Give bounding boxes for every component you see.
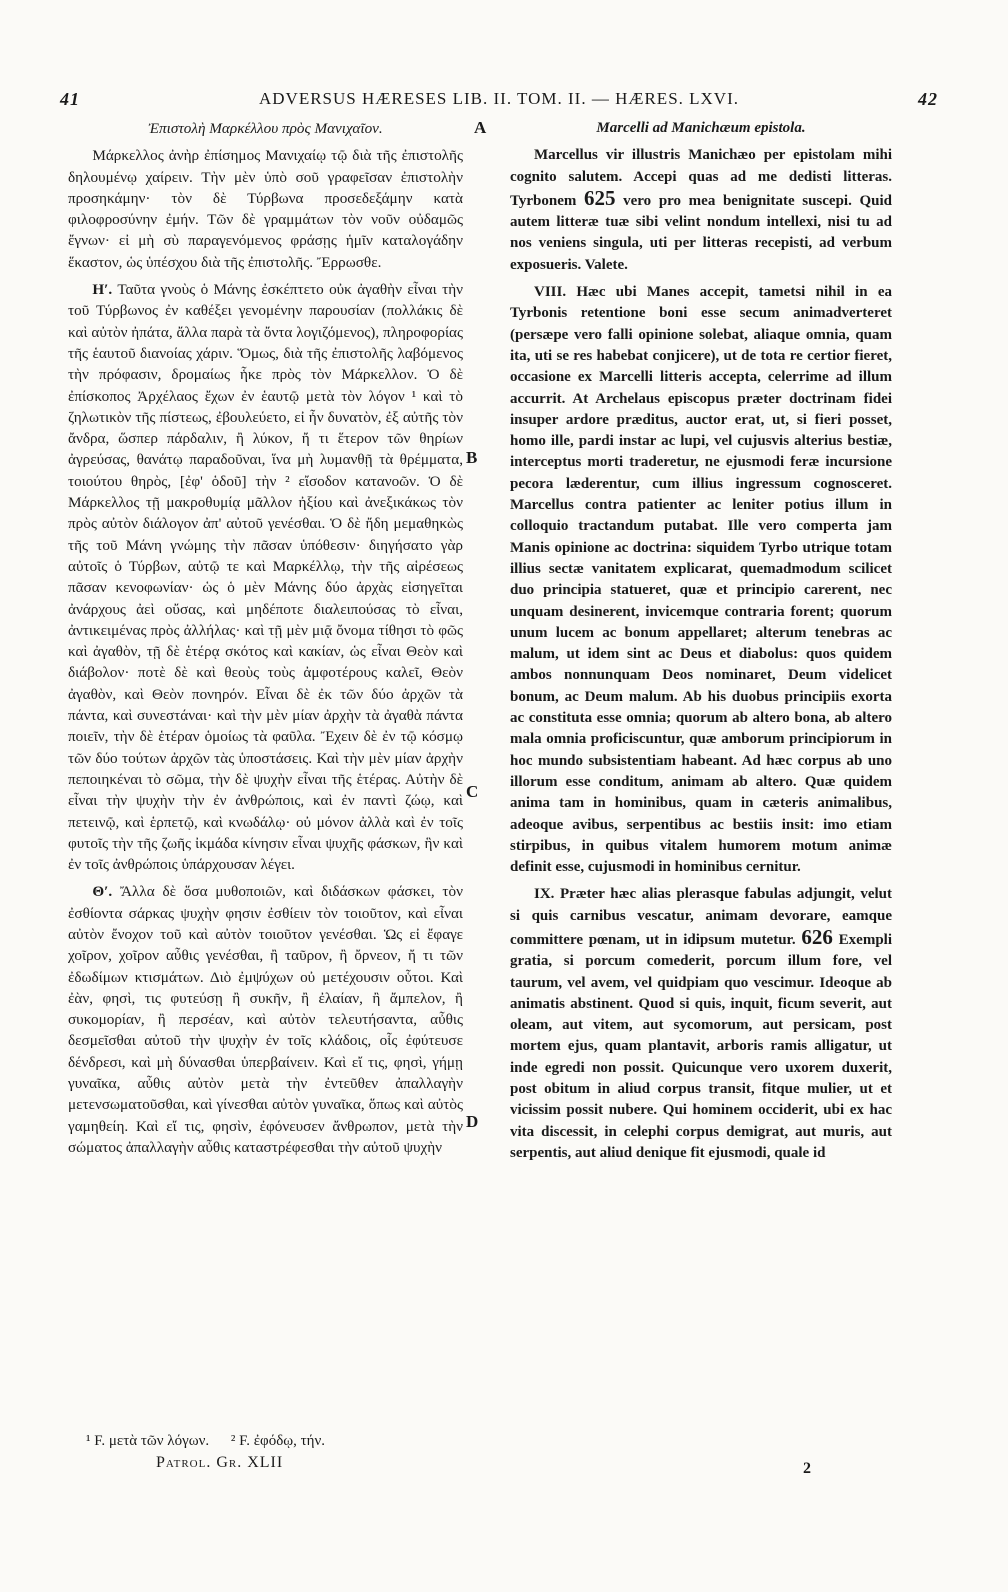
footnote-2: ² F. ἐφόδῳ, τήν. (230, 1433, 326, 1449)
running-header (60, 86, 938, 112)
greek-section-8 (68, 279, 463, 875)
latin-letter-body (510, 145, 892, 276)
latin-letter-title: Marcelli ad Manichæum epistola. (596, 120, 806, 136)
section-number: Η′. (92, 281, 113, 299)
signature-mark: 2 (803, 1460, 811, 1477)
gutter-letter-d: D (466, 1112, 479, 1131)
latin-column (510, 118, 892, 1170)
footnote-1: ¹ F. μετὰ τῶν λόγων. (86, 1433, 210, 1449)
section-text: Ταῦτα γνοὺς ὁ Μάνης ἐσκέπτετο οὐκ ἀγαθὴν εἶναι τὴν τοῦ Τύρβωνος ἐν καθέξει γενομένην παρουσίαν (πολλάκις δὲ καὶ αὐτὸν ἠπάτα, ἄλλα παρὰ τὰ ὄντα λογιζόμενος), πληροφορίας τῆς ἑαυτοῦ διανοίας χάριν. Ὅμως, διὰ τῆς ἐπιστολῆς λαβόμενος τὴν πρόφασιν, δρομαίως ἧκε πρὸς τὸν Μάρκελλον. Ὁ δὲ ἐπίσκοπος Ἀρχέλαος ἔχων ἐν ἑαυτῷ μετὰ τὸν λόγον ¹ καὶ τὸ ζηλωτικὸν τῆς πίστεως, ἐβουλεύετο, εἰ ἦν δυνατὸν, ἐξ αὐτῆς τὸν ἄνδρα, ὥσπερ πάρδαλιν, ἢ λύκον, ἤ τι ἕτερον τῶν θηρίων ἀγρεύσας, θανάτῳ παραδοῦναι, ἵνα μὴ λυμανθῇ τὰ θρέμματα, τοιούτου θηρὸς, [ἐφ' ὁδοῦ] τὴν ² εἴσοδον κατανοῶν. Ὁ δὲ Μάρκελλος τῇ μακροθυμίᾳ μᾶλλον ἠξίου καὶ ἀνεξικάκως τὸν πρὸς αὐτὸν διάλογον ἀπ' αὐτοῦ γενέσθαι. Ὁ δὲ ἤδη μεμαθηκὼς τῆς τοῦ Μάνη γνώμης τὴν πᾶσαν ὑπόθεσιν· διηγήσατο γὰρ αὐτοῖς ὁ Τύρβων, αὐτῷ τε καὶ Μαρκέλλῳ, τὴν τῆς αἱρέσεως πᾶσαν κενοφωνίαν· ὡς ὁ μὲν Μάνης δύο ἀρχὰς εἰσηγεῖται ἀνάρχους ἀεὶ οὔσας, καὶ μηδέποτε διαλειπούσας τὸ εἶναι, ἀντικειμένας πρὸς ἀλλήλας· καὶ τῇ μὲν μιᾷ ὄνομα τίθησι τὸ φῶς καὶ ἀγαθὸν, τῇ δὲ ἑτέρᾳ σκότος καὶ κακίαν, ὡς εἶναι Θεὸν καὶ διάβολον· ποτὲ δὲ καὶ θεοὺς τοὺς ἀμφοτέρους καλεῖ, Θεὸν ἀγαθὸν, καὶ Θεὸν πονηρόν. Εἶναι δὲ ἐκ τῶν δύο ἀρχῶν τὰ πάντα, καὶ συνεστάναι· καὶ τὴν μὲν μίαν ἀρχὴν τὰ ἀγαθὰ πάντα ποιεῖν, τὴν δὲ ἑτέραν ὁμοίως τὰ φαῦλα. Ἔχειν δὲ ἐν τῷ κόσμῳ τῶν δύο τούτων ἀρχῶν τὰς ὑποστάσεις. Καὶ τὴν μὲν μίαν ἀρχὴν πεποιηκέναι τὸ σῶμα, τὴν δὲ ψυχὴν εἶναι τῆς ἑτέρας. Αὐτὴν δὲ εἶναι τὴν ψυχὴν τὴν ἐν ἀνθρώποις, καὶ ἐν παντὶ ζώῳ, καὶ πετεινῷ, καὶ ἑρπετῷ, καὶ κνωδάλῳ· οὐ μόνον ἀλλὰ καὶ ἐν τοῖς φυτοῖς τὴν τῆς ζωῆς ἰκμάδα κίνησιν εἶναι ψυχῆς φάσκων, ἣν καὶ ἐν τοῖς ἀνθρώποις ὑπάρχουσαν λέγει. (68, 281, 463, 874)
right-page-number: 42 (917, 88, 938, 109)
footnote-row (86, 1430, 466, 1452)
margin-number-626: 626 (801, 924, 833, 949)
section-text: Præter hæc alias plerasque fabulas adjungit, velut si quis carnibus vescatur, animam devorare, eamque committere pœnam, ut in idipsum mutetur. (510, 886, 892, 948)
latin-section-8 (510, 282, 892, 878)
left-page-number: 41 (60, 88, 80, 109)
section-number: VIII. (534, 284, 567, 301)
latin-letter-text-cont: vero pro mea benignitate suscepi. Quid autem litteræ tuæ sibi velint nondum intellexi, nisi tu ad nos veniens singula, uti per litteras recepisti, ad verbum exposueris. Valete. (510, 192, 892, 273)
section-text-cont: Exempli gratia, si porcum comederit, porcum illum fore, vel taurum, vel avem, vel quidpiam quo vescimur. Ideoque ab animatis abstinent. Quod si quis, inquit, ficum severit, aut oleam, aut vitem, aut sycomorum, aut persicam, post mortem ejus, quam plantavit, arboris ramis alligatur, ut inde egredi non possit. Quicunque vero uxorem duxerit, post obitum in aliud corpus transit, fitque mulier, ut et vicissim possit nubere. Qui hominem occiderit, ubi ex hac vita discessit, in celephi corpus demigrat, aut muris, aut serpentis, aut aliud denique fit ejusmodi, quale id (510, 931, 892, 1161)
margin-number-625: 625 (584, 185, 616, 210)
latin-letter-text: Marcellus vir illustris Manichæo per epistolam mihi cognito salutem. Accepi quas ad me dedisti litteras. Tyrbonem (510, 147, 892, 209)
latin-section-9 (510, 884, 892, 1164)
gutter-letter-a: A (474, 118, 487, 137)
greek-letter-body: Μάρκελλος ἀνὴρ ἐπίσημος Μανιχαίῳ τῷ διὰ τῆς ἐπιστολῆς δηλουμένῳ χαίρειν. Τὴν μὲν ὑπὸ σοῦ γραφεῖσαν ἐπιστολὴν προσηκάμην· τὸν δὲ Τύρβωνα προσεδεξάμην κατὰ φιλοφροσύνην ἐμήν. Τῶν δὲ γραμμάτων τὸν νοῦν οὐδαμῶς ἔγνων· εἰ μὴ σὺ παραγενόμενος φράσῃς ἡμῖν καταλογάδην ἕκαστον, ὡς ὑπέσχου διὰ τῆς ἐπιστολῆς. Ἔρρωσθε. (68, 147, 463, 271)
gutter-letter-b: B (466, 448, 478, 467)
source-line: Patrol. Gr. XLII (156, 1454, 284, 1471)
greek-letter-title: Ἐπιστολὴ Μαρκέλλου πρὸς Μανιχαῖον. (148, 120, 383, 137)
section-text: Hæc ubi Manes accepit, tametsi nihil in ea Tyrbonis retentione boni esse secum animadverteret (persæpe vero falli opinione solebat, aliaque omnia, quam ita, uti se res habebat conjicere), ut de tota re certior fieret, occasione ex Marcelli litteris accepta, celerrime ad illum accurrit. At Archelaus episcopus præter doctrinam fidei insuper ardore præditus, auctor erat, ut, si fieri posset, homo ille, pardi instar ac lupi, vel cujusvis alterius bestiæ, interceptus morti traderetur, ne ejusmodi feræ incursione pecora læderentur, cum illius ingressum cognosceret. Marcellus contra patienter ac leniter potius illum in colloquio tractandum putabat. Ille vero comperta jam Manis opinione ac doctrina: siquidem Tyrbo utrique totam illius sectæ vanitatem explicarat, quemadmodum scilicet duo principia statueret, quæ et principio carerent, nec unquam desinerent, invicemque contraria forent; quorum unum lucem ac bonum appellaret; alterum tenebras ac malum, ut idem sint ac Deus et diabolus: quos quidem ambos nonnunquam Deos nominaret, Deum videlicet bonum, ac Deum malum. Ab his duobus principiis exorta ac constituta esse omnia; quorum ab altero bona, ab altero mala omnia proficiscuntur, quæ amborum principiorum in hoc mundo subsistentiam habeant. Ad hæc corpus ab uno illorum esse conditum, animam ab altero. Quæ quidem anima tam in hominibus, quam in cæteris animalibus, adeoque avibus, serpentibus ac bestiis insit: imo etiam stirpibus, in quibus vitalem humorem motum animæ definit esse, cujusmodi in hominibus cernitur. (510, 284, 892, 876)
running-title: ADVERSUS HÆRESES LIB. II. TOM. II. — HÆRES. LXVI. (258, 89, 739, 108)
section-text: Ἄλλα δὲ ὅσα μυθοποιῶν, καὶ διδάσκων φάσκει, τὸν ἐσθίοντα σάρκας ψυχὴν φησιν ἐσθίειν τὸν τοιοῦτον, καὶ εἶναι αὐτὸν ἔνοχον τοῦ καὶ αὐτὸν τοιοῦτον γενέσθαι. Ὡς εἰ ἔφαγε χοῖρον, χοῖρον αὖθις γενέσθαι, ἢ ταῦρον, ἢ ὄρνεον, ἤ τι τῶν ἐδωδίμων κτισμάτων. Διὸ ἐμψύχων οὐ μετέχουσιν οὗτοι. Καὶ ἐὰν, φησὶ, τις φυτεύσῃ ἢ συκῆν, ἢ ἐλαίαν, ἢ ἄμπελον, ἢ συκομορίαν, ἢ περσέαν, καὶ αὐτὸν τελευτήσαντα, αὖθις δεσμεῖσθαι αὐτοῦ τὴν ψυχὴν ἐν τοῖς κλάδοις, οἷς ἐφύτευσε δένδρεσι, καὶ μὴ δύνασθαι ὑπερβαίνειν. Καὶ εἴ τις, φησὶ, γήμῃ γυναῖκα, αὖθις αὐτὸν μετὰ τὴν ἐντεῦθεν ἀπαλλαγὴν μετενσωματοῦσθαι, καὶ γίνεσθαι αὐτὸν γυναῖκα, ὅπως καὶ αὐτὸς γαμηθείη. Καὶ εἴ τις, φησὶν, ἐφόνευσεν ἄνθρωπον, μετὰ τὴν σώματος ἀπαλλαγὴν αὖθις καταστρέφεσθαι τὴν αὐτοῦ ψυχὴν (68, 883, 463, 1156)
greek-column (68, 118, 463, 1164)
footnotes (86, 1430, 466, 1474)
section-number: Θ′. (92, 883, 113, 901)
greek-section-9 (68, 881, 463, 1158)
gutter-letter-c: C (466, 782, 479, 801)
section-number: IX. (534, 886, 555, 903)
